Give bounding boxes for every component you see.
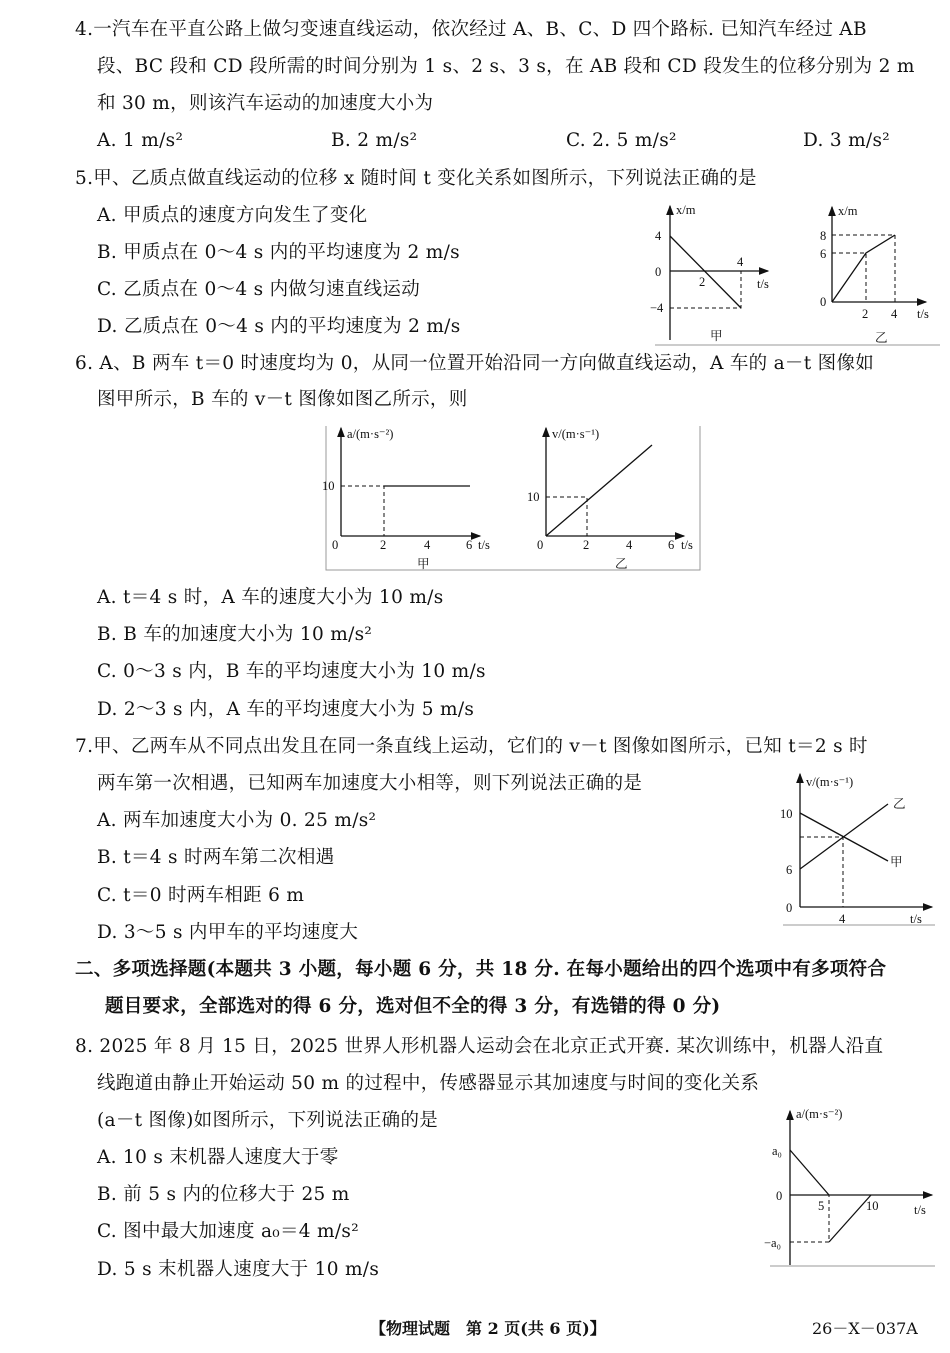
q8-option-c: C. 图中最大加速度 a₀＝4 m/s² [97, 1221, 359, 1242]
q7-stem-line-2: 两车第一次相遇，已知两车加速度大小相等，则下列说法正确的是 [97, 773, 643, 794]
q4-stem-line-1: 4.一汽车在平直公路上做匀变速直线运动，依次经过 A、B、C、D 四个路标. 已知汽车经过 AB [75, 19, 867, 40]
q5-figure-jia [650, 203, 769, 343]
y-tick: 6 [786, 863, 793, 877]
q8-figure [764, 1107, 932, 1265]
footer-page-title: 【物理试题 第 2 页(共 6 页)】 [370, 1319, 606, 1338]
footer-code: 26－X－037A [812, 1319, 918, 1338]
y-label: v/(m·s⁻¹) [806, 775, 854, 789]
q4-option-c: C. 2. 5 m/s² [566, 130, 677, 151]
guide-lines [832, 235, 895, 302]
y-label: x/m [838, 204, 858, 218]
y-tick: −4 [650, 301, 664, 315]
x-tick: 10 [866, 1199, 879, 1213]
q8-option-a: A. 10 s 末机器人速度大于零 [97, 1147, 339, 1168]
q5-option-a: A. 甲质点的速度方向发生了变化 [97, 205, 368, 226]
y-label: v/(m·s⁻¹) [552, 427, 600, 441]
x-tick: 4 [626, 538, 633, 552]
x-tick: 2 [380, 538, 387, 552]
q8-option-b: B. 前 5 s 内的位移大于 25 m [97, 1184, 350, 1205]
q4-stem-line-3: 和 30 m，则该汽车运动的加速度大小为 [97, 93, 434, 114]
x-tick: 0 [332, 538, 339, 552]
x-tick: 5 [818, 1199, 825, 1213]
y-tick: 10 [780, 807, 793, 821]
v-line [546, 445, 652, 536]
x-tick: 2 [862, 307, 869, 321]
caption: 乙 [615, 557, 628, 571]
q6-figure-yi [527, 427, 693, 571]
yi-line [800, 804, 888, 869]
q4-option-d: D. 3 m/s² [803, 130, 890, 151]
q5-stem: 5.甲、乙质点做直线运动的位移 x 随时间 t 变化关系如图所示，下列说法正确的是 [75, 168, 757, 189]
guide-lines [800, 837, 843, 907]
q6-option-b: B. B 车的加速度大小为 10 m/s² [97, 624, 373, 645]
q5-option-d: D. 乙质点在 0～4 s 内的平均速度为 2 m/s [97, 316, 461, 337]
q8-stem-line-2: 线跑道由静止开始运动 50 m 的过程中，传感器显示其加速度与时间的变化关系 [97, 1073, 760, 1094]
x-label: t/s [910, 912, 922, 926]
q4-stem-line-2: 段、BC 段和 CD 段所需的时间分别为 1 s、2 s、3 s，在 AB 段和 CD 段发生的位移分别为 2 m [97, 56, 915, 77]
y-tick: 4 [655, 229, 662, 243]
x-tick: 2 [699, 275, 706, 289]
yi-line [832, 235, 895, 302]
y-label: a/(m·s⁻²) [796, 1107, 843, 1121]
x-label: t/s [914, 1203, 926, 1217]
y-tick: a₀ [772, 1144, 782, 1158]
x-label: t/s [681, 538, 693, 552]
section-2-heading-line-1: 二、多项选择题(本题共 3 小题，每小题 6 分，共 18 分. 在每小题给出的四个选项中有多项符合 [75, 959, 887, 980]
x-label: t/s [757, 277, 769, 291]
y-tick: 0 [820, 295, 827, 309]
x-tick: 2 [583, 538, 590, 552]
q4-option-a: A. 1 m/s² [97, 130, 184, 151]
x-label: t/s [917, 307, 929, 321]
q8-stem-line-3: (a－t 图像)如图所示，下列说法正确的是 [97, 1110, 439, 1131]
guide-lines [670, 271, 741, 308]
x-tick: 4 [424, 538, 431, 552]
x-tick: 4 [891, 307, 898, 321]
q6-option-d: D. 2～3 s 内，A 车的平均速度大小为 5 m/s [97, 699, 475, 720]
x-tick: 0 [537, 538, 544, 552]
y-label: a/(m·s⁻²) [347, 427, 394, 441]
q7-figure [780, 774, 932, 926]
jia-line [670, 236, 741, 308]
series-label-yi: 乙 [893, 797, 906, 811]
q5-option-c: C. 乙质点在 0～4 s 内做匀速直线运动 [97, 279, 421, 300]
caption: 乙 [875, 331, 888, 345]
y-label: x/m [676, 203, 696, 217]
y-tick: 8 [820, 229, 827, 243]
x-tick: 4 [737, 255, 744, 269]
a-line-1 [790, 1150, 829, 1195]
q6-stem-line-1: 6. A、B 两车 t＝0 时速度均为 0，从同一位置开始沿同一方向做直线运动，A 车的 a－t 图像如 [75, 353, 875, 374]
q7-stem-line-1: 7.甲、乙两车从不同点出发且在同一条直线上运动，它们的 v－t 图像如图所示，已知 t＝2 s 时 [75, 736, 868, 757]
y-tick: −a₀ [764, 1236, 781, 1250]
q5-figure-yi [820, 204, 929, 345]
q8-stem-line-1: 8. 2025 年 8 月 15 日，2025 世界人形机器人运动会在北京正式开赛. 某次训练中，机器人沿直 [75, 1036, 884, 1057]
x-tick: 4 [839, 912, 846, 926]
q6-stem-line-2: 图甲所示，B 车的 v－t 图像如图乙所示，则 [97, 389, 468, 410]
x-tick: 6 [466, 538, 473, 552]
y-tick: 0 [776, 1189, 783, 1203]
guide-lines [341, 486, 384, 536]
y-tick: 0 [786, 901, 793, 915]
q4-option-b: B. 2 m/s² [331, 130, 418, 151]
y-tick: 0 [655, 265, 662, 279]
q7-option-c: C. t＝0 时两车相距 6 m [97, 885, 305, 906]
q7-option-a: A. 两车加速度大小为 0. 25 m/s² [97, 810, 377, 831]
caption: 甲 [710, 329, 723, 343]
q7-option-b: B. t＝4 s 时两车第二次相遇 [97, 847, 335, 868]
series-label-jia: 甲 [890, 855, 903, 869]
y-tick: 10 [322, 479, 335, 493]
a-line-2 [829, 1195, 871, 1242]
q6-figure-jia [322, 427, 490, 571]
q5-option-b: B. 甲质点在 0～4 s 内的平均速度为 2 m/s [97, 242, 460, 263]
q8-option-d: D. 5 s 末机器人速度大于 10 m/s [97, 1259, 380, 1280]
section-2-heading-line-2: 题目要求，全部选对的得 6 分，选对但不全的得 3 分，有选错的得 0 分) [105, 996, 721, 1017]
q6-option-a: A. t＝4 s 时，A 车的速度大小为 10 m/s [97, 587, 444, 608]
y-tick: 6 [820, 247, 827, 261]
y-tick: 10 [527, 490, 540, 504]
q7-option-d: D. 3～5 s 内甲车的平均速度大 [97, 922, 359, 943]
x-tick: 6 [668, 538, 675, 552]
q6-option-c: C. 0～3 s 内，B 车的平均速度大小为 10 m/s [97, 661, 486, 682]
x-label: t/s [478, 538, 490, 552]
caption: 甲 [417, 557, 430, 571]
